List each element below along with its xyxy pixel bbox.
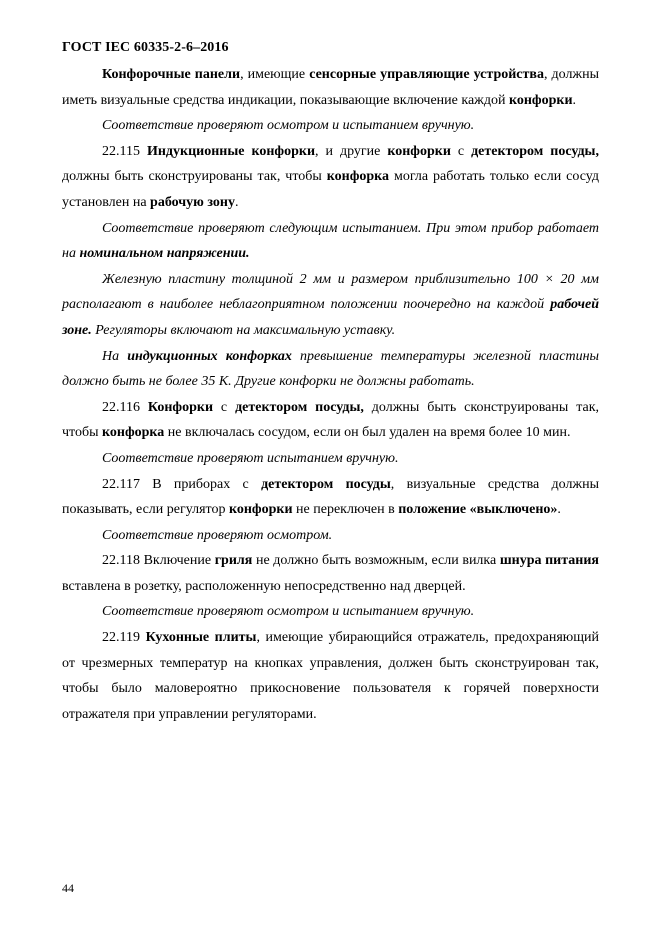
text-run: , и другие — [315, 143, 388, 159]
bold-term: Конфорочные панели — [102, 67, 241, 82]
paragraph — [62, 599, 599, 625]
text-run: Железную пластину толщиной 2 мм и размером приблизительно 100 × 20 мм располагают в наиболее неблагоприятном положении поочередно на каждой — [62, 271, 599, 313]
bold-term: номинальном напряжении. — [79, 246, 250, 262]
paragraph — [62, 446, 599, 472]
text-run: 22.119 — [102, 630, 146, 646]
text-run: На — [102, 348, 128, 364]
bold-term: конфорки — [387, 143, 451, 159]
body-text — [62, 62, 599, 727]
bold-term: детектором посуды, — [235, 399, 364, 415]
bold-term: конфорки — [228, 502, 293, 518]
text-run: , имеющие — [240, 67, 310, 82]
text-run: Соответствие проверяют испытанием вручную. — [102, 450, 399, 466]
paragraph — [62, 216, 599, 267]
paragraph — [62, 548, 599, 599]
text-run: Соответствие проверяют осмотром и испытанием вручную. — [102, 604, 475, 620]
text-run: Соответствие проверяют осмотром. — [102, 527, 333, 543]
standard-header: ГОСТ IEC 60335-2-6–2016 — [62, 40, 229, 55]
bold-term: гриля — [214, 553, 253, 569]
text-run: должны быть сконструированы так, чтобы — [62, 399, 600, 441]
bold-term: шнура питания — [499, 553, 600, 569]
page-number: 44 — [62, 881, 74, 895]
bold-term: Конфорки — [147, 399, 214, 415]
text-run: могла работать только если сосуд установлен на — [62, 169, 600, 210]
text-run: 22.117 В приборах с — [102, 476, 262, 492]
bold-term: детектором посуды — [261, 476, 391, 492]
text-run: превышение температуры железной пластины должно быть не более 35 К. Другие конфорки не должны работать. — [62, 348, 599, 390]
text-run: с — [213, 399, 236, 415]
paragraph — [62, 113, 599, 139]
text-run: , визуальные средства должны показывать, если регулятор — [62, 476, 600, 518]
text-run: . — [557, 502, 561, 518]
bold-term: рабочей зоне. — [62, 297, 599, 338]
bold-term: индукционных конфорках — [127, 348, 292, 364]
text-run: , должны иметь визуальные средства индикации, показывающие включение каждой — [62, 67, 599, 108]
paragraph — [62, 267, 599, 344]
bold-term: детектором посуды, — [471, 143, 599, 159]
text-run: должны быть сконструированы так, чтобы — [62, 169, 327, 185]
paragraph — [62, 523, 599, 549]
text-run: 22.116 — [102, 399, 148, 415]
bold-term: конфорка — [326, 169, 390, 185]
bold-term: положение «выключено» — [398, 502, 558, 518]
paragraph — [62, 344, 599, 395]
text-run: 22.118 Включение — [102, 553, 215, 569]
paragraph — [62, 62, 599, 113]
text-run: Регуляторы включают на максимальную уставку. — [91, 322, 396, 338]
paragraph — [62, 139, 599, 216]
bold-term: конфорка — [102, 425, 165, 441]
bold-term: рабочую зону — [150, 194, 235, 210]
bold-term: Кухонные плиты — [145, 630, 257, 646]
text-run: вставлена в розетку, расположенную непосредственно над дверцей. — [62, 578, 466, 594]
bold-term: конфорки — [508, 92, 573, 108]
text-run: не включалась сосудом, если он был удален на время более 10 мин. — [164, 425, 571, 441]
text-run: с — [450, 143, 472, 159]
paragraph — [62, 625, 599, 727]
text-run: Соответствие проверяют следующим испытанием. При этом прибор работает на — [62, 220, 599, 262]
text-run: . — [572, 92, 577, 108]
text-run: 22.115 — [102, 143, 147, 159]
text-run: Соответствие проверяют осмотром и испытанием вручную. — [102, 118, 475, 134]
text-run: не должно быть возможным, если вилка — [252, 553, 500, 569]
text-run: не переключен в — [292, 502, 399, 518]
text-run: . — [235, 194, 239, 210]
bold-term: Индукционные конфорки — [146, 143, 316, 159]
paragraph — [62, 395, 599, 446]
text-run: , имеющие убирающийся отражатель, предохраняющий от чрезмерных температур на кнопках управления, должен быть сконструирован так, чтобы было маловероятно прикосновение пользователя к горячей поверхности отражателя при управлении регуляторами. — [62, 630, 600, 722]
paragraph — [62, 472, 599, 523]
bold-term: сенсорные управляющие устройства — [309, 67, 544, 82]
